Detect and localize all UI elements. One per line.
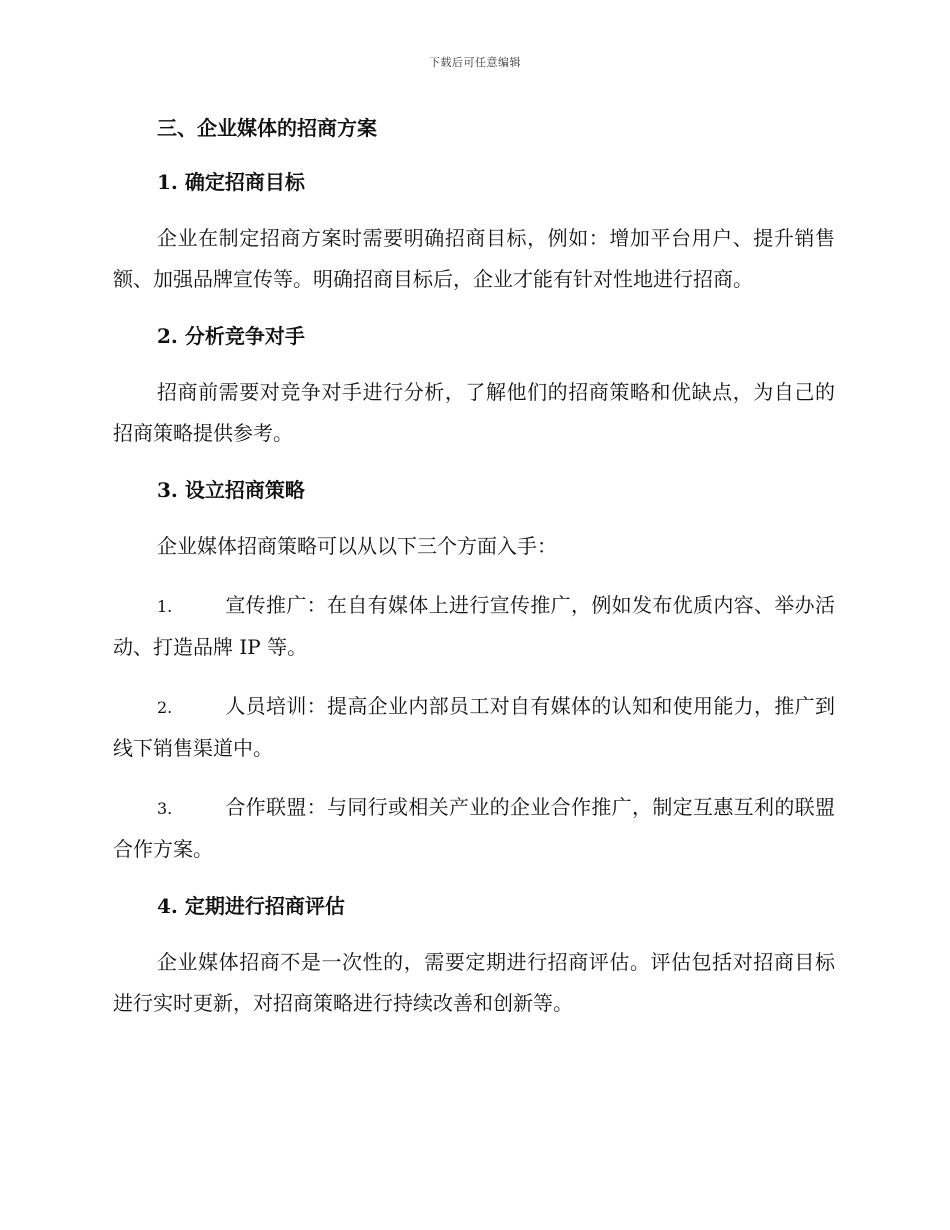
section-heading: 三、企业媒体的招商方案 xyxy=(157,116,377,140)
list-item-number: 3. xyxy=(157,799,173,818)
list-item-number: 1. xyxy=(157,597,173,616)
list-item xyxy=(113,787,835,870)
list-item-text: 人员培训：提高企业内部员工对自有媒体的认知和使用能力，推广到线下销售渠道中。 xyxy=(113,694,835,760)
subheading-3: 3. 设立招商策略 xyxy=(157,478,305,502)
paragraph-4: 企业媒体招商不是一次性的，需要定期进行招商评估。评估包括对招商目标进行实时更新，对招商策略进行持续改善和创新等。 xyxy=(113,950,835,1015)
paragraph-3-intro: 企业媒体招商策略可以从以下三个方面入手： xyxy=(157,534,557,558)
subheading-1: 1. 确定招商目标 xyxy=(157,170,305,194)
list-item-text: 宣传推广：在自有媒体上进行宣传推广，例如发布优质内容、举办活动、打造品牌 IP 等。 xyxy=(113,593,835,659)
list-item xyxy=(113,686,835,769)
list-item xyxy=(113,585,835,668)
paragraph-2: 招商前需要对竞争对手进行分析，了解他们的招商策略和优缺点，为自己的招商策略提供参考。 xyxy=(113,380,835,445)
subheading-2: 2. 分析竞争对手 xyxy=(157,324,305,348)
subheading-4: 4. 定期进行招商评估 xyxy=(157,894,345,918)
page-header: 下载后可任意编辑 xyxy=(429,56,521,69)
document-body xyxy=(113,110,835,1024)
list-item-text: 合作联盟：与同行或相关产业的企业合作推广，制定互惠互利的联盟合作方案。 xyxy=(113,795,835,861)
list-item-number: 2. xyxy=(157,698,173,717)
paragraph-1: 企业在制定招商方案时需要明确招商目标，例如：增加平台用户、提升销售额、加强品牌宣传等。明确招商目标后，企业才能有针对性地进行招商。 xyxy=(113,226,835,291)
